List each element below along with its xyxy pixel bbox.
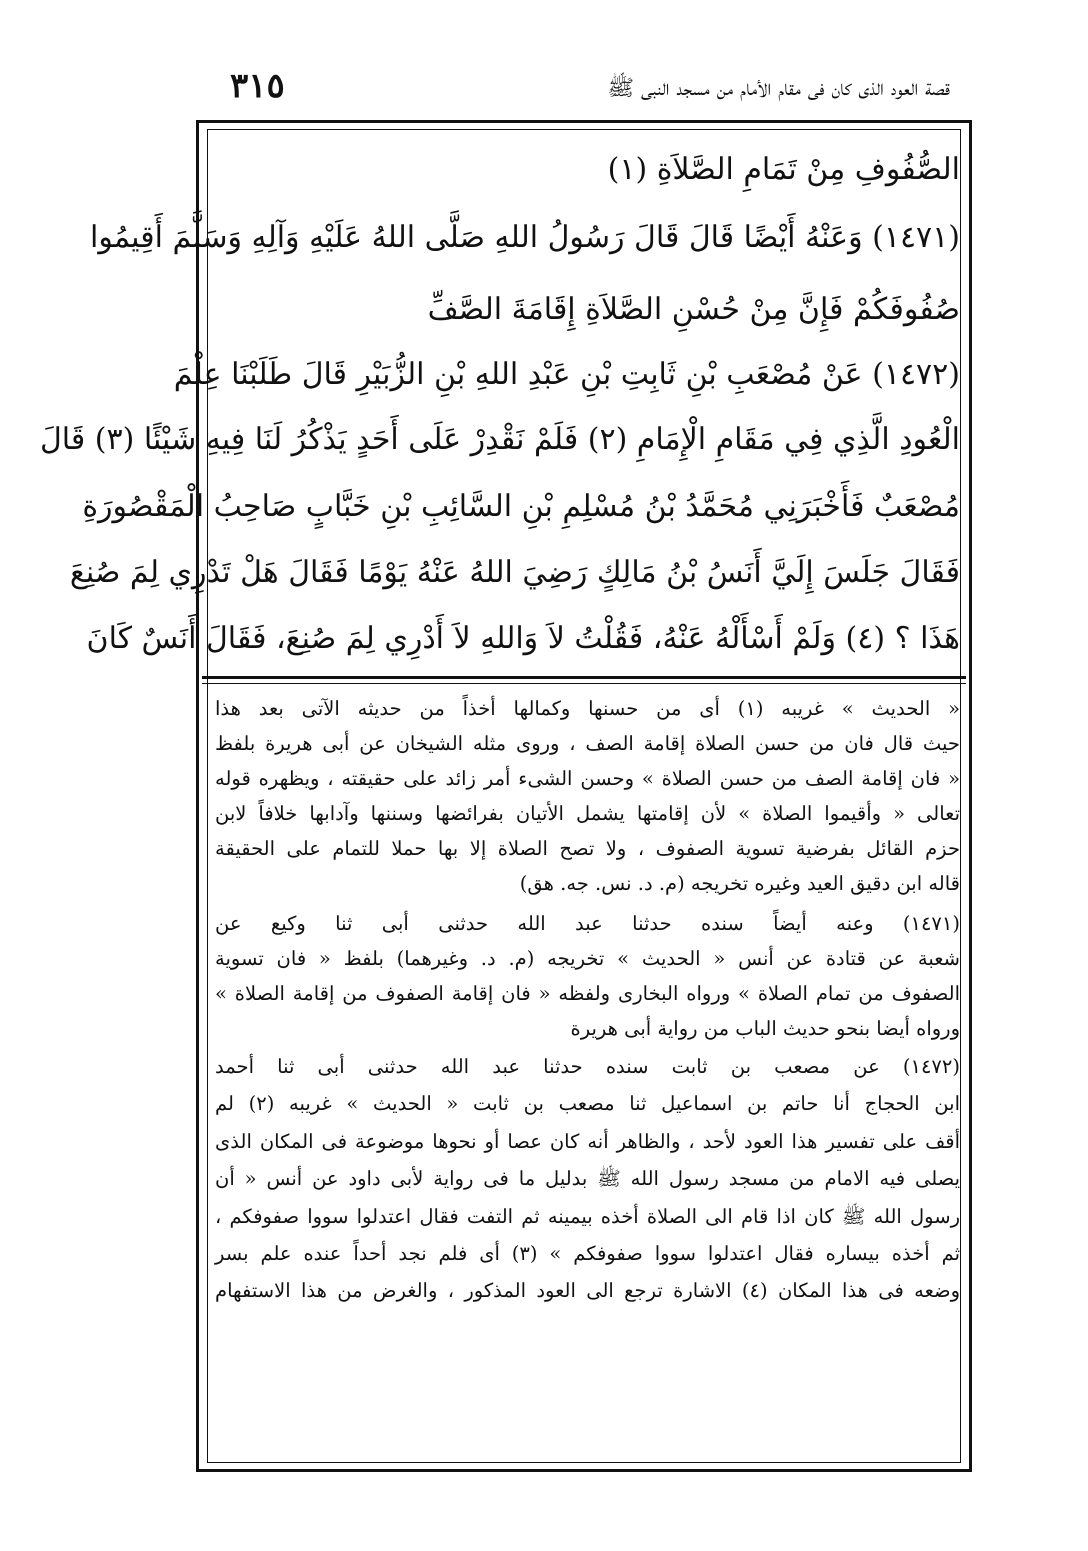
footnote-line: (١٤٧١) وعنه أيضاً سنده حدثنا عبد الله حدثنى أبى ثنا وكيع عن: [215, 912, 960, 935]
footnote-line: وضعه فى هذا المكان (٤) الاشارة ترجع الى العود المذكور ، والغرض من هذا الاستفهام: [215, 1279, 960, 1302]
footnote-line: ثم أخذه بيساره فقال اعتدلوا سووا صفوفكم » (٣) أى فلم نجد أحداً عنده علم بسر: [215, 1242, 960, 1265]
footnote-line: تعالى « وأقيموا الصلاة » لأن إقامتها يشمل الأتيان بفرائضها وسننها وآدابها خلافاً لابن: [215, 802, 960, 825]
footnote-line: « فان إقامة الصف من حسن الصلاة » وحسن الشىء أمر زائد على حقيقته ، ويظهره قوله: [215, 767, 960, 790]
footnote-line: أقف على تفسير هذا العود لأحد ، والظاهر أنه كان عصا أو نحوها موضوعة فى المكان الذى: [215, 1130, 960, 1153]
footnote-line: يصلى فيه الامام من مسجد رسول الله ﷺ بدليل ما فى رواية لأبى داود عن أنس « أن: [215, 1167, 960, 1190]
footnote-line: حيث قال فان من حسن الصلاة إقامة الصف ، وروى مثله الشيخان عن أبى هريرة بلفظ: [215, 732, 960, 755]
main-line: صُفُوفَكُمْ فَإِنَّ مِنْ حُسْنِ الصَّلاَةِ إِقَامَةَ الصَّفِّ: [427, 292, 960, 327]
footnote-line: (١٤٧٢) عن مصعب بن ثابت سنده حدثنا عبد الله حدثنى أبى ثنا أحمد: [215, 1055, 960, 1078]
footnote-line: « الحديث » غريبه (١) أى من حسنها وكمالها أخذاً من حديثه الآتى بعد هذا: [215, 697, 961, 720]
section-divider-thin: [202, 683, 966, 684]
footnote-line: رسول الله ﷺ كان اذا قام الى الصلاة أخذه بيمينه ثم التفت فقال اعتدلوا سووا صفوفكم ،: [215, 1205, 960, 1228]
main-line: مُصْعَبٌ فَأَخْبَرَنِي مُحَمَّدُ بْنُ مُسْلِمِ بْنِ السَّائِبِ بْنِ خَبَّابٍ صَاحِبُ الْمَقْصُورَةِ: [82, 489, 960, 524]
running-title: قصة العود الذى كان فى مقام الأمام من مسجد النبى ﷺ: [607, 76, 950, 101]
footnote-line: حزم القائل بفرضية تسوية الصفوف ، ولا تصح الصلاة إلا بها حملا للتمام على الحقيقة: [215, 837, 960, 860]
footnote-line: الصفوف من تمام الصلاة » ورواه البخارى ولفظه « فان إقامة الصفوف من إقامة الصلاة »: [215, 982, 960, 1005]
main-line: هَذَا ؟ (٤) وَلَمْ أَسْأَلْهُ عَنْهُ، فَقُلْتُ لاَ وَاللهِ لاَ أَدْرِي لِمَ صُنِعَ، فَقَالَ أَنَسٌ كَانَ: [86, 621, 960, 656]
main-line: الصُّفُوفِ مِنْ تَمَامِ الصَّلاَةِ (١): [607, 152, 960, 187]
main-line: فَقَالَ جَلَسَ إِلَيَّ أَنَسُ بْنُ مَالِكٍ رَضِيَ اللهُ عَنْهُ يَوْمًا فَقَالَ هَلْ تَدْرِي لِمَ صُنِعَ: [69, 555, 960, 590]
section-divider: [202, 676, 966, 679]
footnote-line: ابن الحجاج أنا حاتم بن اسماعيل ثنا مصعب بن ثابت « الحديث » غريبه (٢) لم: [215, 1092, 960, 1115]
page-header: [200, 66, 950, 116]
footnote-line: شعبة عن قتادة عن أنس « الحديث » تخريجه (م. د. وغيرهما) بلفظ « فان تسوية: [215, 947, 960, 970]
footnote-line: قاله ابن دقيق العيد وغيره تخريجه (م. د. نس. جه. هق): [519, 872, 960, 895]
main-line: (١٤٧١) وَعَنْهُ أَيْضًا قَالَ قَالَ رَسُولُ اللهِ صَلَّى اللهُ عَلَيْهِ وَآلِهِ وَسَلَّمَ أَقِيمُوا: [90, 220, 960, 255]
main-line: الْعُودِ الَّذِي فِي مَقَامِ الْإِمَامِ (٢) فَلَمْ نَقْدِرْ عَلَى أَحَدٍ يَذْكُرُ لَنَا فِيهِ شَيْئًا (٣) قَالَ: [39, 422, 960, 457]
footnote-line: ورواه أيضا بنحو حديث الباب من رواية أبى هريرة: [570, 1017, 960, 1040]
page-number: ٣١٥: [230, 66, 285, 106]
main-line: (١٤٧٢) عَنْ مُصْعَبِ بْنِ ثَابِتِ بْنِ عَبْدِ اللهِ بْنِ الزُّبَيْرِ قَالَ طَلَبْنَا عِلْمَ: [173, 357, 960, 392]
